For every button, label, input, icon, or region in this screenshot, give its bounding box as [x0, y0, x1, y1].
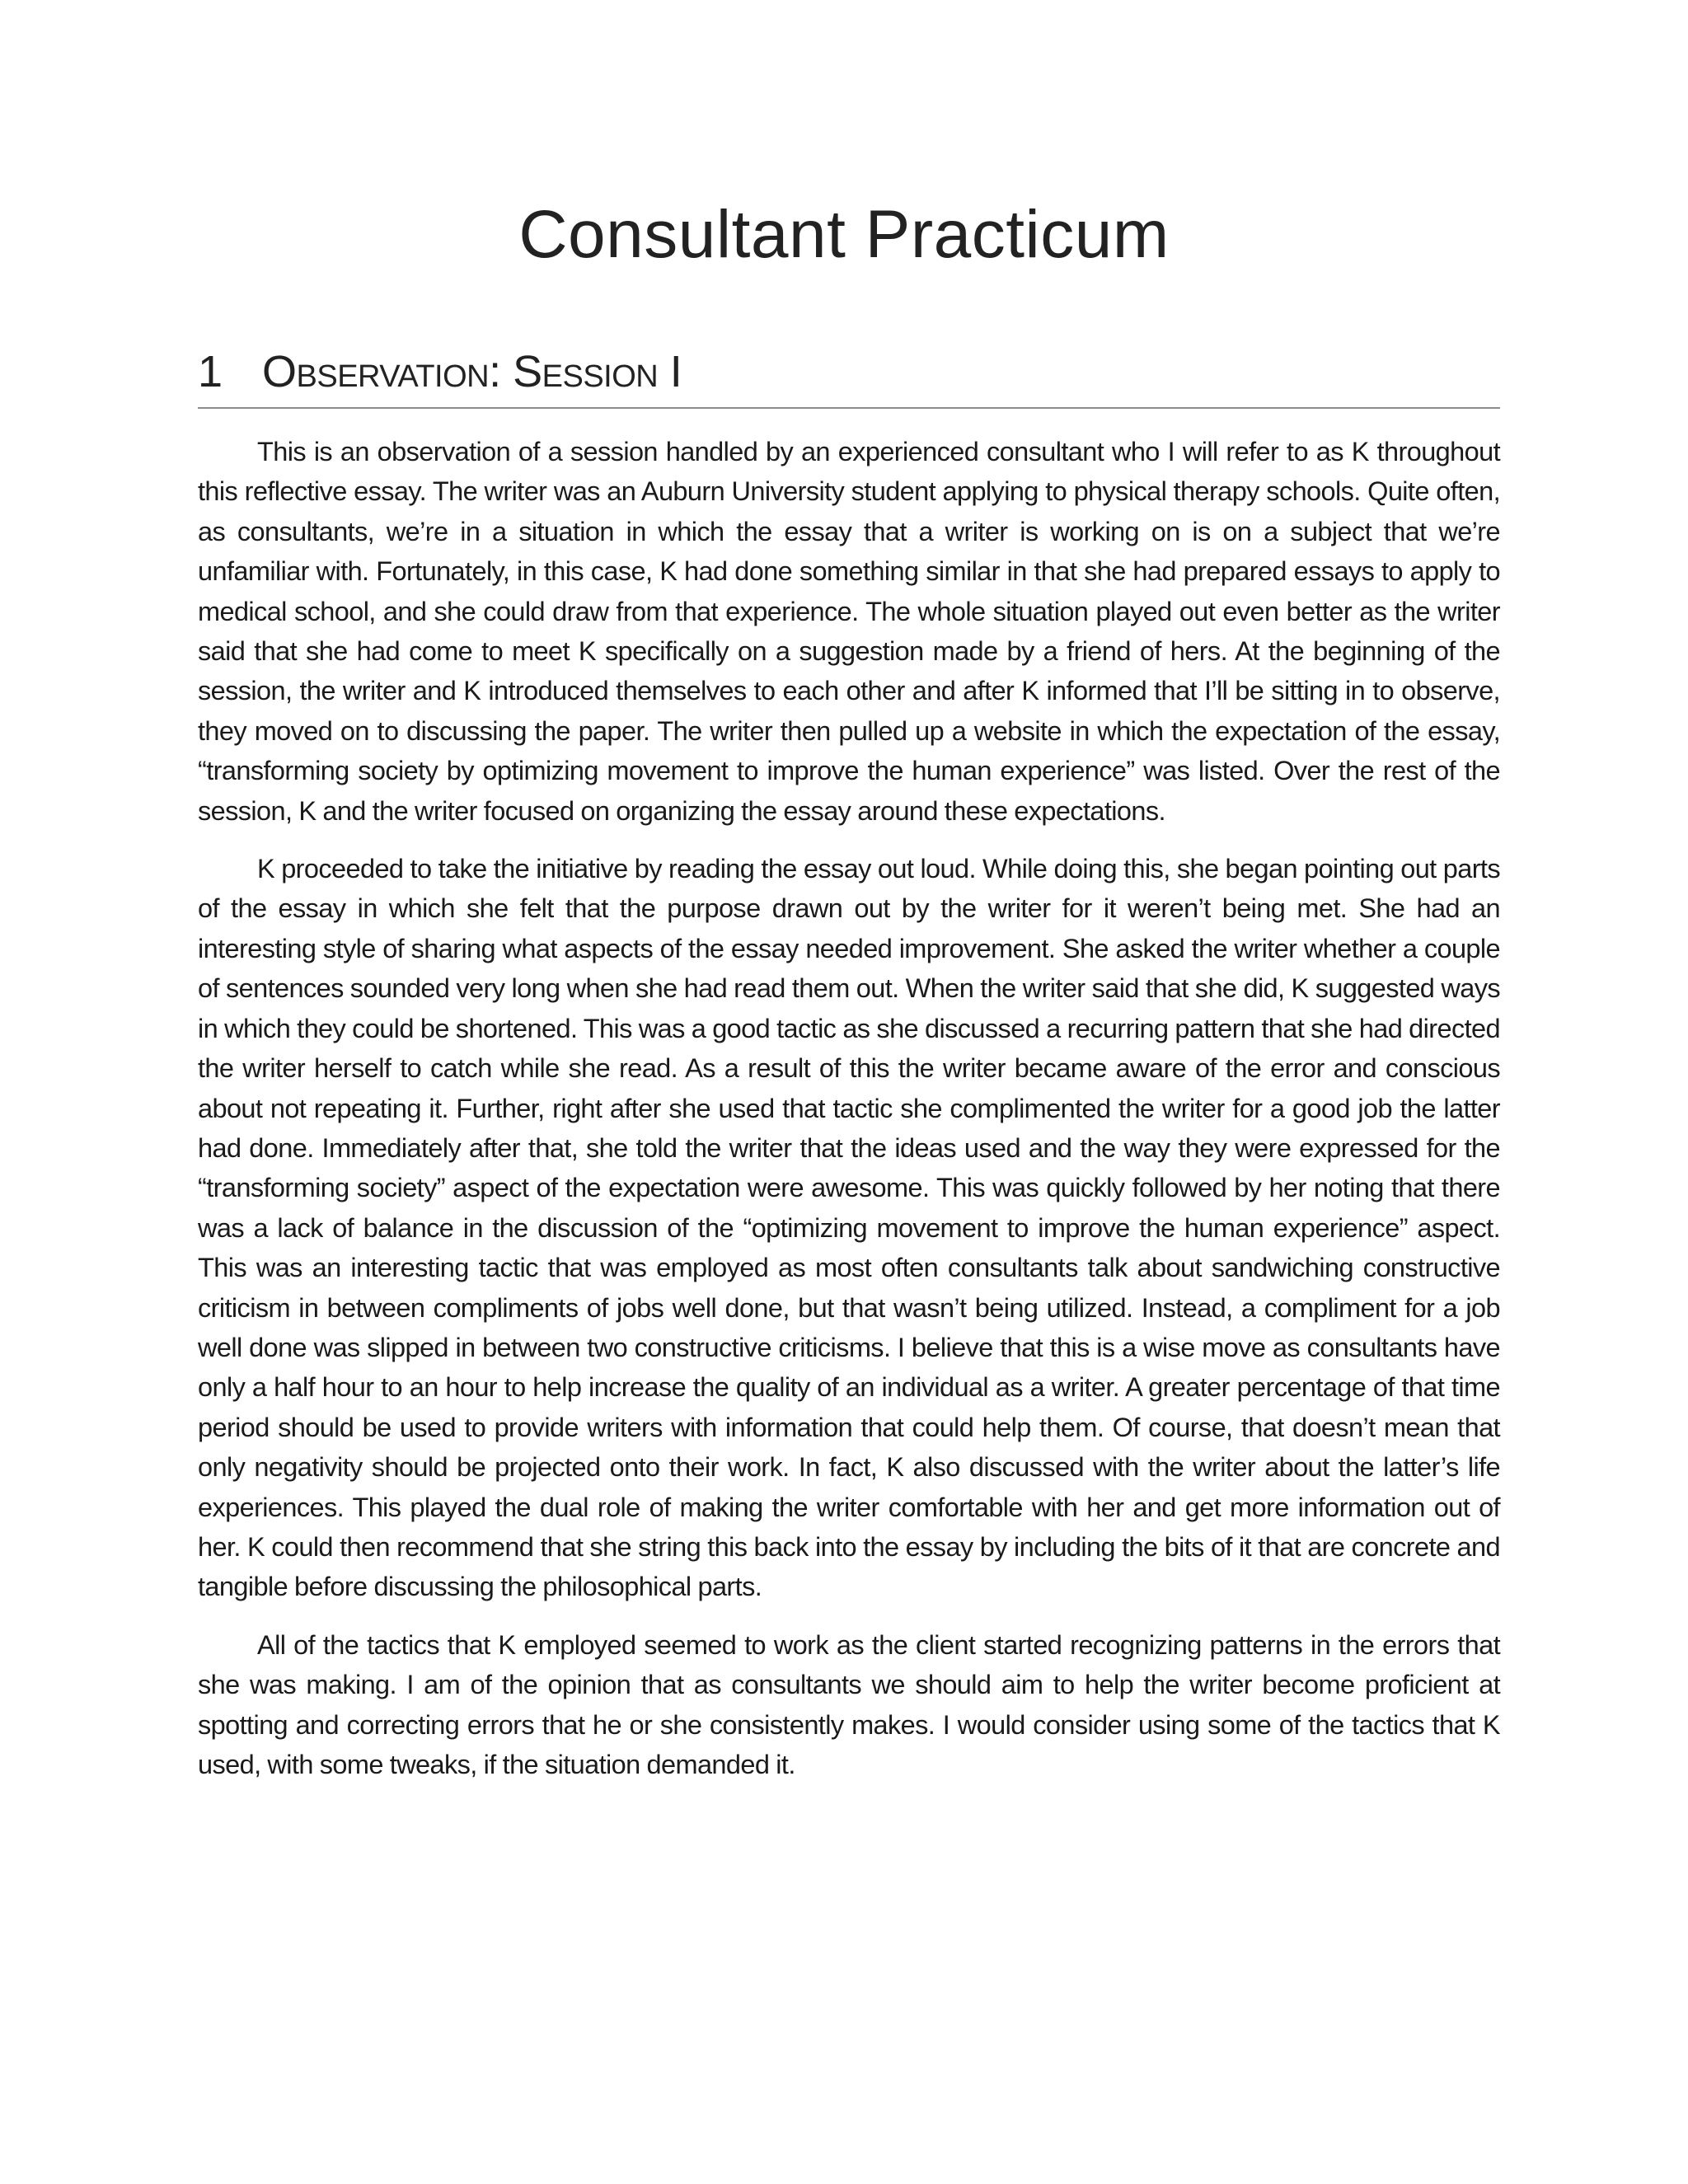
paragraph-2: K proceeded to take the initiative by reading the essay out loud. While doing this, she began pointing out parts of the essay in which she felt that the purpose drawn out by the writer for it weren’t being met. She had an interesting style of sharing what aspects of the essay needed improvement. She asked the writer whether a couple of sentences sounded very long when she had read them out. When the writer said that she did, K suggested ways in which they could be shortened. This was a good tactic as she discussed a recurring pattern that she had directed the writer herself to catch while she read. As a result of this the writer became aware of the error and conscious about not repeating it. Further, right after she used that tactic she complimented the writer for a good job the latter had done. Immediately after that, she told the writer that the ideas used and the way they were expressed for the “transforming society” aspect of the expectation were awesome. This was quickly followed by her noting that there was a lack of balance in the discussion of the “optimizing movement to improve the human experience” aspect. This was an interesting tactic that was employed as most often consultants talk about sandwiching constructive criticism in between compliments of jobs well done, but that wasn’t being utilized. Instead, a compliment for a job well done was slipped in between two constructive criticisms. I believe that this is a wise move as consultants have only a half hour to an hour to help increase the quality of an individual as a writer. A greater percentage of that time period should be used to provide writers with information that could help them. Of course, that doesn’t mean that only negativity should be projected onto their work. In fact, K also discussed with the writer about the latter’s life experiences. This played the dual role of making the writer comfortable with her and get more information out of her. K could then recommend that she string this back into the essay by including the bits of it that are concrete and tangible before discussing the philosophical parts. — [198, 854, 1500, 1602]
body-text — [198, 432, 1500, 1802]
section-title: Observation: Session I — [262, 347, 682, 396]
document-title: Consultant Practicum — [518, 197, 1170, 272]
paragraph-3: All of the tactics that K employed seemed to work as the client started recognizing patterns in the errors that she was making. I am of the opinion that as consultants we should aim to help the writer become proficient at spotting and correcting errors that he or she consistently makes. I would consider using some of the tactics that K used, with some tweaks, if the situation demanded it. — [198, 1629, 1500, 1779]
section-heading — [198, 346, 1500, 409]
paragraph-1: This is an observation of a session handled by an experienced consultant who I will refer to as K throughout this reflective essay. The writer was an Auburn University student applying to physical therapy schools. Quite often, as consultants, we’re in a situation in which the essay that a writer is working on is on a subject that we’re unfamiliar with. Fortunately, in this case, K had done something similar in that she had prepared essays to apply to medical school, and she could draw from that experience. The whole situation played out even better as the writer said that she had come to meet K specifically on a suggestion made by a friend of hers. At the beginning of the session, the writer and K introduced themselves to each other and after K informed that I’ll be sitting in to observe, they moved on to discussing the paper. The writer then pulled up a website in which the expectation of the essay, “transforming society by optimizing movement to improve the human experience” was listed. Over the rest of the session, K and the writer focused on organizing the essay around these expectations. — [198, 437, 1500, 826]
section-number: 1 — [198, 347, 223, 396]
